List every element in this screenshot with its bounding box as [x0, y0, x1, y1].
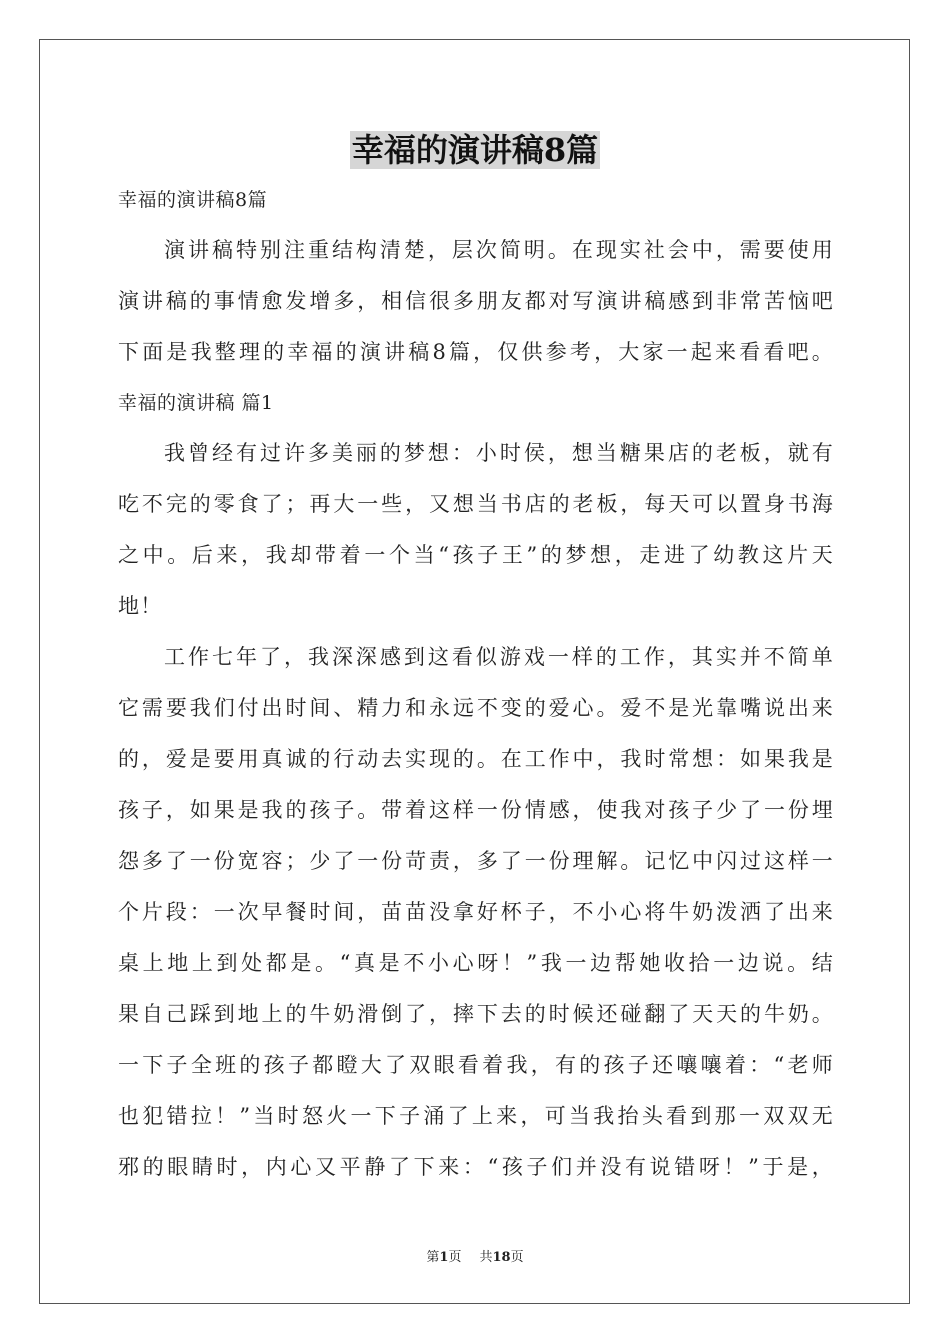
paragraph-line: 也犯错拉！”当时怒火一下子涌了上来，可当我抬头看到那一双双无 [118, 1104, 834, 1128]
paragraph-line: 个片段：一次早餐时间，苗苗没拿好杯子，不小心将牛奶泼洒了出来 [118, 900, 834, 924]
section-heading: 幸福的演讲稿 篇1 [118, 392, 274, 414]
paragraph-line: 邪的眼睛时，内心又平静了下来：“孩子们并没有说错呀！”于是， [118, 1155, 834, 1179]
paragraph-line: 它需要我们付出时间、精力和永远不变的爱心。爱不是光靠嘴说出来 [118, 696, 834, 720]
paragraph-line: 桌上地上到处都是。“真是不小心呀！”我一边帮她收拾一边说。结 [118, 951, 834, 975]
paragraph-line: 演讲稿特别注重结构清楚，层次简明。在现实社会中，需要使用 [164, 238, 834, 262]
paragraph-line: 地！ [118, 594, 163, 618]
paragraph-line: 果自己踩到地上的牛奶滑倒了，摔下去的时候还碰翻了天天的牛奶。 [118, 1002, 834, 1026]
document-title [0, 128, 950, 172]
paragraph-line: 之中。后来，我却带着一个当“孩子王”的梦想，走进了幼教这片天 [118, 543, 834, 567]
page-footer [0, 1249, 950, 1267]
document-body [118, 180, 834, 1198]
paragraph-line: 工作七年了，我深深感到这看似游戏一样的工作，其实并不简单 [164, 645, 834, 669]
paragraph-line: 一下子全班的孩子都瞪大了双眼看着我，有的孩子还嚷嚷着：“老师 [118, 1053, 834, 1077]
total-prefix: 共 [479, 1250, 493, 1265]
document-title-text: 幸福的演讲稿8篇 [351, 131, 599, 169]
paragraph-line: 怨多了一份宽容；少了一份苛责，多了一份理解。记忆中闪过这样一 [118, 849, 834, 873]
page-prefix: 第 [426, 1250, 440, 1265]
paragraph-line: 下面是我整理的幸福的演讲稿8篇，仅供参考，大家一起来看看吧。 [118, 340, 834, 364]
page-suffix: 页 [448, 1250, 462, 1265]
paragraph-line: 的，爱是要用真诚的行动去实现的。在工作中，我时常想：如果我是 [118, 747, 834, 771]
subtitle-line: 幸福的演讲稿8篇 [118, 189, 268, 211]
paragraph-line: 吃不完的零食了；再大一些，又想当书店的老板，每天可以置身书海 [118, 492, 834, 516]
current-page-number: 1 [439, 1250, 449, 1265]
paragraph-line: 演讲稿的事情愈发增多，相信很多朋友都对写演讲稿感到非常苦恼吧 [118, 289, 834, 313]
total-suffix: 页 [510, 1250, 524, 1265]
paragraph-line: 孩子，如果是我的孩子。带着这样一份情感，使我对孩子少了一份埋 [118, 798, 834, 822]
paragraph-line: 我曾经有过许多美丽的梦想：小时侯，想当糖果店的老板，就有 [164, 441, 834, 465]
total-pages-number: 18 [492, 1250, 511, 1265]
